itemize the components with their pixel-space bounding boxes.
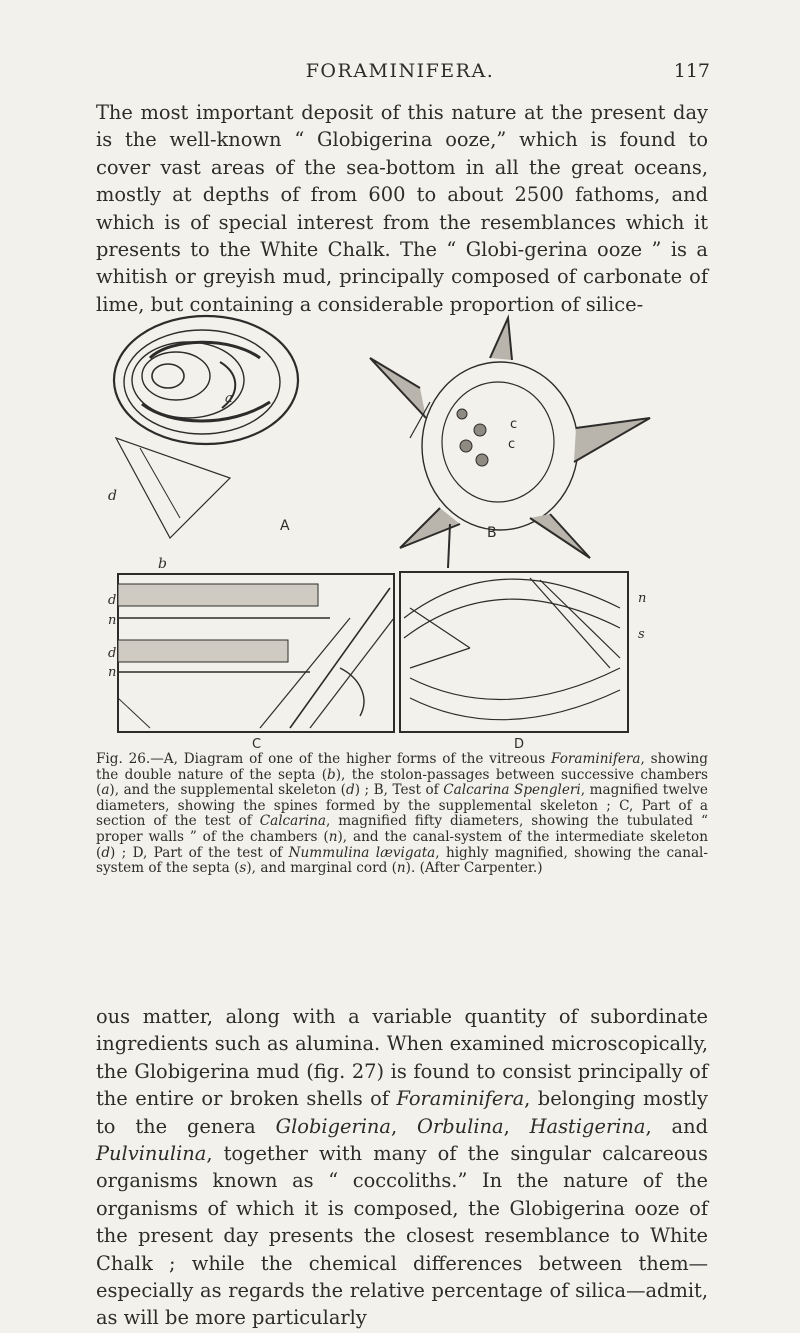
genus-name: Hastigerina xyxy=(529,1114,646,1138)
page-header xyxy=(0,58,800,88)
label-c: C xyxy=(252,737,262,752)
letter-s-d: s xyxy=(638,627,645,642)
paragraph-text: , xyxy=(390,1114,418,1138)
letter-n-c-2: n xyxy=(108,665,117,680)
letter-d-c-1: d xyxy=(108,593,117,608)
caption-text: Fig. 26.—A, Diagram of one of the higher forms of the vitreous xyxy=(96,751,552,767)
caption-italic: Foraminifera xyxy=(551,751,641,767)
genus-name: Orbulina xyxy=(417,1114,504,1138)
paragraph-1: The most important deposit of this nature at the present day is the well-known “ Globigerina ooze,” which is found to cover vast areas of the sea-bottom in all the great oceans, mostly at depths of from 600 to about 2500 fathoms, and which is of special interest from the resemblances which it presents to the White Chalk. The “ Globi-gerina ooze ” is a whitish or greyish mud, principally composed of carbonate of lime, but containing a considerable proportion of silice- xyxy=(96,101,708,316)
caption-italic: Calcarina xyxy=(259,813,326,830)
label-d: D xyxy=(514,737,525,752)
letter-c-2: c xyxy=(508,437,516,452)
caption-text: , showing the double nature of the septa ( xyxy=(96,751,709,783)
letter-n-d: n xyxy=(638,591,647,606)
genus-name: Pulvinulina xyxy=(96,1142,207,1166)
caption-text: , highly magnified, showing the canal-system of the septa ( xyxy=(96,844,708,877)
running-title: FORAMINIFERA. xyxy=(305,60,495,82)
letter-n-c-1: n xyxy=(108,613,117,628)
caption-italic: Nummulina lævigata xyxy=(288,844,436,861)
caption-text: ), the stolon-passages between successive chambers ( xyxy=(96,766,708,799)
panel-c-section xyxy=(118,574,394,732)
caption-text: ) ; D, Part of the test of xyxy=(110,844,289,861)
caption-text: , magnified twelve diameters, showing the spines formed by the supplemental skeleton ; C, Part of a section of the test of xyxy=(96,782,708,830)
paragraph-text: ous matter, along with a variable quantity of subordinate ingredients such as alumina. When examined microscopically, the Globigerina mud (fig. 27) is found to consist principally of the entire or broken shells of xyxy=(96,1005,708,1111)
caption-text: ). (After Carpenter.) xyxy=(405,860,543,877)
letter-d-c-2: d xyxy=(108,646,117,661)
caption-text: ), and the supplemental skeleton ( xyxy=(109,782,346,799)
figure-26 xyxy=(108,318,700,752)
letter-a: a xyxy=(225,391,233,406)
label-b: B xyxy=(487,525,497,541)
paragraph-text: , and xyxy=(645,1114,708,1138)
genus-name: Foraminifera xyxy=(396,1087,525,1111)
label-a: A xyxy=(280,518,290,534)
page-number: 117 xyxy=(673,60,710,82)
caption-text: ) ; B, Test of xyxy=(354,782,444,799)
caption-italic: s xyxy=(239,860,247,877)
caption-italic: n xyxy=(328,828,338,845)
caption-text: ), and the canal-system of the intermediate skeleton ( xyxy=(96,828,708,861)
caption-italic: n xyxy=(396,860,406,877)
letter-d-panel-a: d xyxy=(108,488,117,504)
figure-illustration xyxy=(108,318,700,752)
caption-italic: a xyxy=(101,782,110,799)
figure-caption xyxy=(96,752,708,877)
genus-name: Globigerina xyxy=(275,1114,391,1138)
letter-b: b xyxy=(158,556,167,572)
panel-a-diagram xyxy=(114,316,298,538)
paragraph-text: , belonging mostly to the genera xyxy=(96,1087,708,1138)
panel-d-section xyxy=(400,572,628,732)
paragraph-text: , xyxy=(503,1114,530,1138)
paragraph-text: , together with many of the singular calcareous organisms known as “ coccoliths.” In the nature of the organisms of which it is composed, the Globigerina ooze of the present day presents the closest resemblance to White Chalk ; while the chemical differences between them—especially as regards the relative percentage of silica—admit, as will be more particularly xyxy=(96,1142,708,1330)
caption-text: , magnified fifty diameters, showing the tubulated “ proper walls ” of the chambers ( xyxy=(96,813,708,845)
caption-italic: Calcarina Spengleri xyxy=(443,782,581,799)
caption-italic: b xyxy=(327,766,336,783)
letter-c-1: c xyxy=(510,417,518,432)
caption-text: ), and marginal cord ( xyxy=(246,860,397,877)
caption-italic: d xyxy=(345,782,355,799)
paragraph-2 xyxy=(96,1003,708,1332)
caption-italic: d xyxy=(101,844,111,861)
